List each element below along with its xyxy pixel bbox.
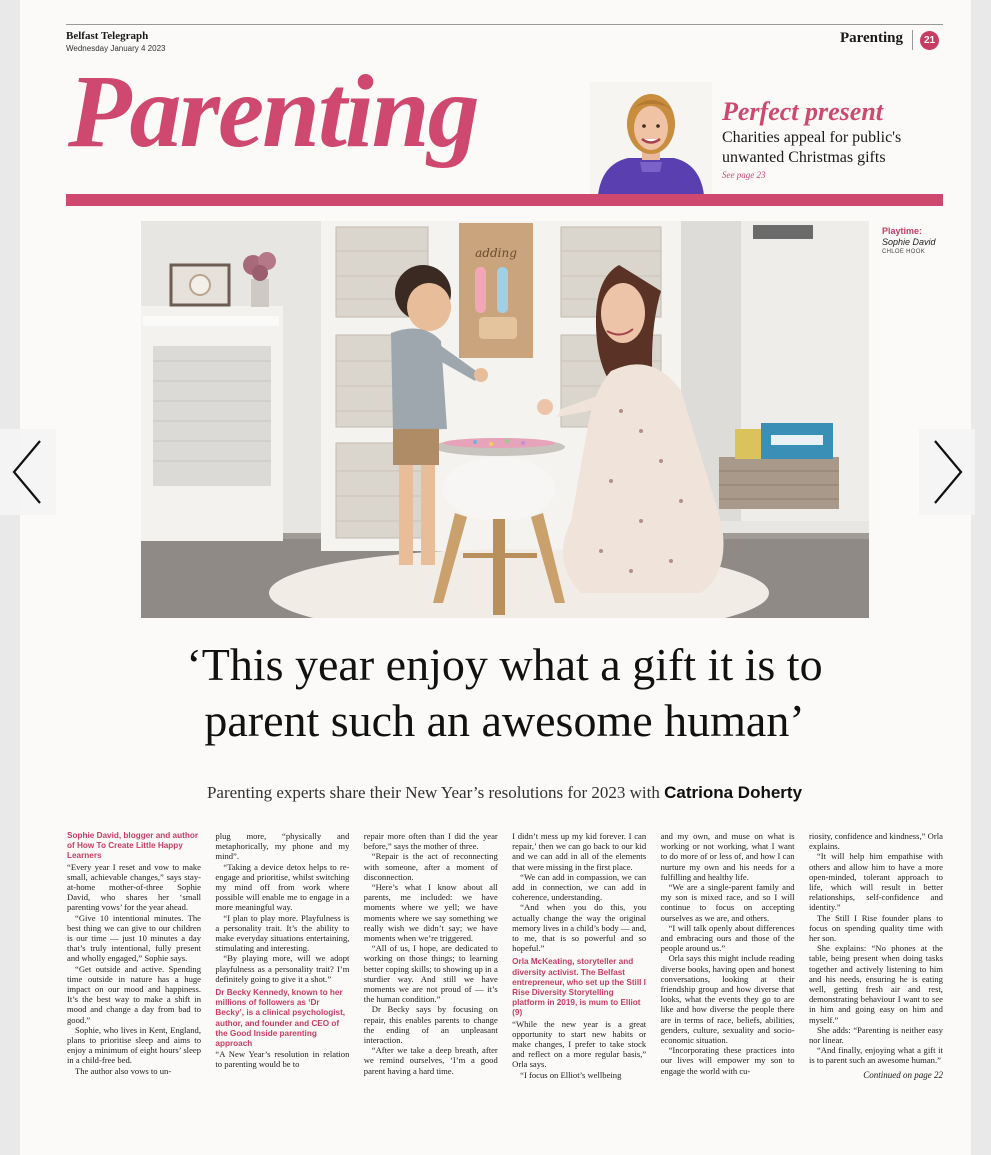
paragraph: “A New Year’s resolution in relation to parenting would be to (215, 1049, 350, 1070)
paragraph: She adds: “Parenting is neither easy nor linear. (808, 1024, 943, 1046)
paragraph: The author also vows to un- (75, 1065, 172, 1076)
paragraph: “Here’s what I know about all parents, me included: we have moments where we yell; we have moments where we say something we really wish we didn’t say; we have moments when we’re triggered. (363, 882, 498, 944)
promo-page-ref[interactable]: See page 23 (722, 170, 766, 180)
promo-text: Charities appeal for public's unwanted Christmas gifts (722, 129, 902, 166)
column-4 (512, 831, 646, 1145)
paragraph: “I will talk openly about differences and embracing ours and those of the people around us.” (660, 922, 795, 954)
paragraph: repair more often than I did the year before,” says the mother of three. (363, 831, 498, 852)
headline-line-1: ‘This year enjoy what a gift it is to (186, 639, 823, 690)
paragraph: “By playing more, will we adopt playfulness as a personality trait? I’m definitely going to give it a shot.” (215, 953, 350, 984)
subhead: Sophie David, blogger and author of How To Create Little Happy Learners (67, 831, 199, 861)
newspaper-page (20, 0, 971, 1155)
paragraph: “We can add in compassion, we can add in connection, we can add in coherence, understanding. (512, 871, 647, 903)
publication-date: Wednesday January 4 2023 (66, 44, 166, 53)
column-3 (364, 831, 498, 1145)
section-label: Parenting (839, 30, 903, 46)
paragraph: riosity, confidence and kindness,” Orla explains. (808, 831, 943, 852)
hero-photo (141, 221, 869, 618)
standfirst-text: Parenting experts share their New Year’s resolutions for 2023 with (206, 783, 660, 802)
chevron-left-icon (8, 437, 48, 507)
paragraph: “Incorporating these practices into our lives will empower my son to engage the world with cu- (660, 1045, 795, 1076)
column-6 (809, 831, 943, 1145)
next-page-button[interactable] (919, 429, 975, 515)
column-5 (661, 831, 795, 1145)
paragraph: Dr Becky says by focusing on repair, this enables parents to change the ending of an unpleasant interaction. (363, 1004, 498, 1046)
photo-credit: CHLOE HOOK (882, 249, 926, 255)
previous-page-button[interactable] (0, 429, 56, 515)
paragraph: Sophie, who lives in Kent, England, plans to prioritise sleep and aims to enjoy a minimum of eight hours’ sleep in a child-free bed. (67, 1024, 201, 1066)
headline-line-2: parent such an awesome human’ (204, 695, 805, 746)
paragraph: “Give 10 intentional minutes. The best thing we can give to our children is our time — just 10 minutes a day that’s truly intentional, fully present and wholly engaged,” Sophie says. (67, 912, 201, 964)
paragraph: “It will help him empathise with others and allow him to have a more open-minded, tolerant approach to life, which will result in better relationships, self-confidence and identity.” (808, 851, 943, 913)
page-number-badge: 21 (920, 31, 939, 50)
paragraph: and my own, and muse on what is working or not working, what I want to do more of or less of, and how I can nurture my own and his needs for a fulfilling and healthy life. (660, 831, 795, 882)
paragraph: “All of us, I hope, are dedicated to working on those things; to learning better coping skills; to showing up in a sturdier way. And still we have moments we are not proud of — it’s the human condition.” (363, 943, 498, 1005)
paragraph: “Taking a device detox helps to re-engage and prioritise, whilst switching my mind off from work where possible will enable me to engage in a more meaningful way. (215, 861, 350, 913)
column-1 (67, 831, 201, 1145)
subhead: Orla McKeating, storyteller and diversity activist. The Belfast entrepreneur, who set up the Still I Rise Diversity Storytelling platform in 2019, is mum to Elliot (9) (512, 957, 646, 1018)
paragraph: “While the new year is a great opportunity to start new habits or make changes, I prefer to take stock and reflect on a more regular basis,” Orla says. (512, 1018, 647, 1070)
paragraph: “Repair is the act of reconnecting with someone, after a moment of disconnection. (363, 851, 498, 882)
paragraph: “I plan to play more. Playfulness is a personality trait. It’s the ability to make everyday situations entertaining, stimulating and interesting. (215, 912, 350, 954)
column-2 (215, 831, 349, 1145)
board-text: adding (475, 246, 517, 260)
photo-caption-head: Playtime: (882, 226, 923, 236)
paragraph: “We are a single-parent family and my son is mixed race, and so I will continue to focus on accepting ourselves as we are, and others. (660, 882, 795, 923)
standfirst (66, 783, 943, 803)
article-body (67, 831, 943, 1145)
subhead: Dr Becky Kennedy, known to her millions of followers as ‘Dr Becky’, is a clinical psychologist, author, and founder and CEO of the Good Inside parenting approach (215, 988, 346, 1049)
paragraph: “After we take a deep breath, after we remind ourselves, ‘I’m a good parent having a hard time. (363, 1045, 498, 1076)
byline: Catriona Doherty (664, 783, 803, 802)
paragraph: plug more, “physically and metaphorically, my phone and my mind”. (215, 831, 350, 862)
paragraph: The Still I Rise founder plans to focus on spending quality time with her son. (808, 912, 943, 944)
paragraph: “Get outside and active. Spending time outside in nature has a huge impact on our mood and happiness. It’s the best way to make a shift in mood and change a day from bad to good.” (67, 963, 201, 1025)
section-banner-title: Parenting (68, 54, 478, 169)
paragraph: “And finally, enjoying what a gift it is to parent such an awesome human.” (808, 1045, 943, 1066)
photo-caption-name: Sophie David (882, 237, 936, 247)
paragraph: “I focus on Elliot’s wellbeing (520, 1069, 622, 1080)
paragraph: I didn’t mess up my kid forever. I can repair,’ then we can go back to our kid and we can add in all of the elements that were missing in the first place. (512, 831, 647, 872)
promo-title: Perfect present (722, 97, 884, 126)
article-headline (66, 637, 943, 749)
paragraph: Orla says this might include reading diverse books, having open and honest conversations, looking at their friendship group and how diverse that looks, what the events they go to are like and how diverse the people there are in terms of race, beliefs, abilities, genders, culture, sexuality and socio-economic situation. (660, 953, 795, 1046)
paragraph: “Every year I reset and vow to make small, achievable changes,” says stay-at-home mother-of-three Sophie David, who shares her ‘small parenting vows’ for the year ahead. (67, 861, 201, 913)
masthead-divider (912, 30, 913, 50)
paragraph: “And when you do this, you actually change the way the original memory lives in a child’s body — and, to me, that is so powerful and so hopeful.” (512, 902, 647, 954)
promo-photo (590, 82, 712, 195)
publication-name: Belfast Telegraph (66, 30, 149, 42)
masthead (66, 24, 943, 56)
chevron-right-icon (927, 437, 967, 507)
paragraph: She explains: “No phones at the table, being present when doing tasks together and actively listening to him and his needs, ensuring he is eating well, getting fresh air and rest, demonstrating behaviour I want to see in him and going easy on him and myself.” (808, 943, 943, 1025)
banner-rule (66, 194, 943, 206)
continued-note[interactable]: Continued on page 22 (863, 1069, 943, 1080)
